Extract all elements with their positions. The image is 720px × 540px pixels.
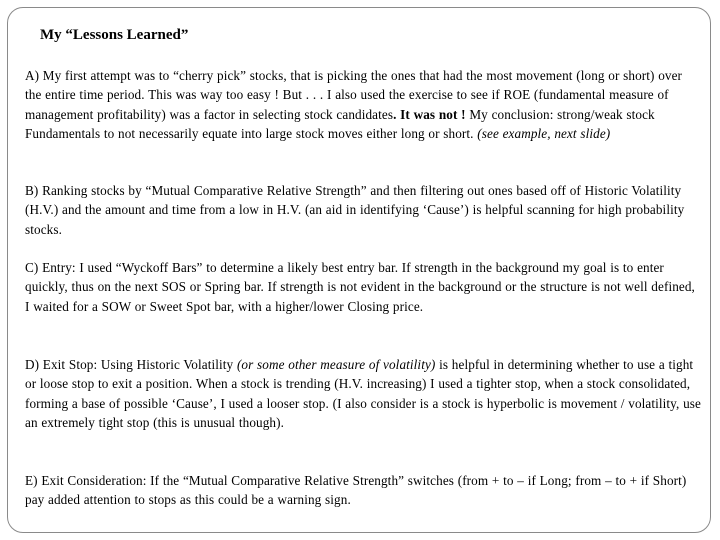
lesson-d-volatility-note: (or some other measure of volatility) <box>236 357 436 372</box>
lesson-c-paragraph: C) Entry: I used “Wyckoff Bars” to determine a likely best entry bar. If strength in the background my goal is to enter quickly, thus on the next SOS or Spring bar. If strength is not evident in the background or the structure is not well defined, I waited for a SOW or Sweet Spot bar, with a higher/lower Closing price. <box>25 260 695 314</box>
lesson-d-paragraph <box>25 355 701 432</box>
slide-title: My “Lessons Learned” <box>40 27 189 43</box>
lesson-e-paragraph: E) Exit Consideration: If the “Mutual Comparative Relative Strength” switches (from + to – if Long; from – to + if Short) pay added attention to stops as this could be a warning sign. <box>25 473 687 508</box>
lesson-a-emphasis: . It was not ! <box>393 106 466 122</box>
lesson-d-text: D) Exit Stop: Using Historic Volatility <box>25 357 237 372</box>
lesson-a-see-example: (see example, next slide) <box>477 125 611 141</box>
lesson-a-text: A) My first attempt was to “cherry pick” stocks, that is picking the ones that had the most movement (long or short) over the entire time period. This was way too easy ! But . . . I also used the exercise to see if ROE (fundamental measure of management profitability) was a factor in selecting stock candidates <box>25 68 683 122</box>
lesson-b-paragraph: B) Ranking stocks by “Mutual Comparative Relative Strength” and then filtering out ones based off of Historic Volatility (H.V.) and the amount and time from a low in H.V. (an aid in identifying ‘Cause’) is helpful scanning for high probability stocks. <box>25 183 685 237</box>
lesson-d-continuation: is helpful in determining whether to use a tight or loose stop to exit a position. When a stock is trending (H.V. increasing) I used a tighter stop, when a stock consolidated, forming a base of possible ‘Cause’, I used a looser stop. (I also consider is a stock is hyperbolic is movement / volatility, use an extremely tight stop (this is unusual though). <box>25 357 701 430</box>
lesson-a-conclusion: My conclusion: strong/weak stock Fundamentals to not necessarily equate into large stock moves either long or short. <box>25 106 655 141</box>
lesson-a-paragraph <box>25 66 701 143</box>
